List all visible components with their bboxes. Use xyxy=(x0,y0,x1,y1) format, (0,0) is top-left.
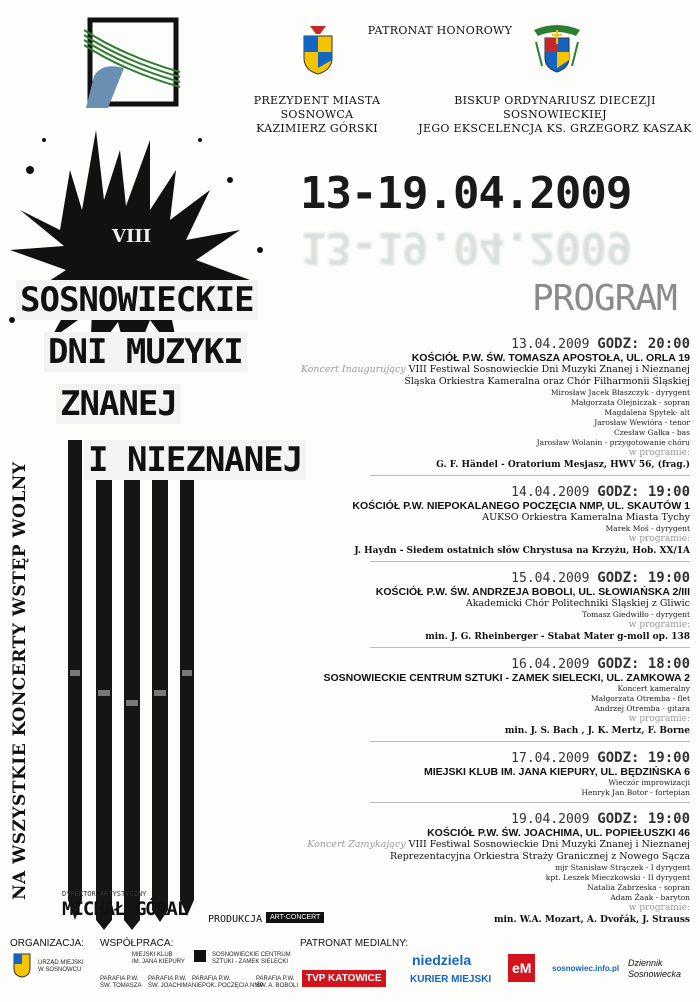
media-niedziela: niedziela xyxy=(412,952,472,968)
production-logo: ART-CONCERT xyxy=(266,912,324,923)
event-3 xyxy=(300,570,690,648)
divider xyxy=(370,561,690,562)
mayor-title: PREZYDENT MIASTA SOSNOWCA xyxy=(253,94,381,121)
sosnowiec-coat-of-arms-icon xyxy=(298,22,338,76)
event-performer: Jarosław Wolanin - przygotowanie chóru xyxy=(536,438,690,447)
bishop-title: BISKUP ORDYNARIUSZ DIECEZJI SOSNOWIECKIEJ xyxy=(454,94,656,121)
event-program: min. J. S. Bach , J. K. Mertz, F. Borne xyxy=(504,726,690,736)
bishop-patron xyxy=(418,94,692,136)
event-description: Koncert Inaugurujący VIII Festiwal Sosnowieckie Dni Muzyki Znanej i Nieznanej xyxy=(300,364,690,375)
city-coat-of-arms-icon xyxy=(12,952,32,983)
event-performer: Tomasz Giedwiłło - dyrygent xyxy=(582,610,690,619)
event-datetime: 13.04.2009 GODZ: 20:00 xyxy=(511,336,690,352)
event-performer: Jarosław Wewióra - tenor xyxy=(594,418,690,427)
event-2 xyxy=(300,484,690,562)
divider xyxy=(370,475,690,476)
event-program-label: w programie: xyxy=(628,534,690,544)
media-dziennik: Dziennik Sosnowiecka xyxy=(628,958,682,979)
media-tvp: TVP KATOWICE xyxy=(302,970,386,987)
event-datetime: 17.04.2009 GODZ: 19:00 xyxy=(511,750,690,766)
event-program-label: w programie: xyxy=(628,903,690,913)
parish-joachima: PARAFIA P.W. ŚW. JOACHIMA xyxy=(148,976,192,989)
event-venue: KOŚCIÓŁ P.W. NIEPOKALANEGO POCZĘCIA NMP, UL. SKAUTÓW 1 xyxy=(352,500,690,512)
mayor-name: KAZIMIERZ GÓRSKI xyxy=(256,122,378,135)
ink-splash-graphic xyxy=(0,110,310,930)
event-program: G. F. Händel - Oratorium Mesjasz, HWV 56, (frag.) xyxy=(436,460,690,470)
cooperation-label: WSPÓŁPRACA: xyxy=(100,938,174,949)
event-program: min. J. G. Rheinberger - Stabat Mater g-moll op. 138 xyxy=(425,632,690,642)
event-performer: Magdalena Spytek- alt xyxy=(604,408,690,417)
director-name: MICHAŁ GÓRAL xyxy=(62,898,188,920)
event-program-label: w programie: xyxy=(628,620,690,630)
event-datetime: 16.04.2009 GODZ: 18:00 xyxy=(511,656,690,672)
divider xyxy=(370,802,690,803)
production-label: PRODUKCJA xyxy=(208,914,263,925)
event-performer: kpt. Leszek Mieczkowski - II dyrygent xyxy=(545,873,690,882)
event-program-label: w programie: xyxy=(628,448,690,458)
event-program: min. W.A. Mozart, A. Dvořák, J. Strauss xyxy=(493,915,690,925)
event-performer: Adam Żaak - baryton xyxy=(610,893,690,902)
free-entry-notice: NA WSZYSTKIE KONCERTY WSTĘP WOLNY xyxy=(10,461,30,900)
footer xyxy=(0,934,700,1002)
event-description: Koncert Zamykający VIII Festiwal Sosnowieckie Dni Muzyki Znanej i Nieznanej xyxy=(307,839,690,850)
bishop-name: JEGO EKSCELENCJA KS. GRZEGORZ KASZAK xyxy=(418,122,692,135)
organization-label: ORGANIZACJA: xyxy=(10,938,84,949)
media-em: eM xyxy=(508,954,535,982)
event-4 xyxy=(300,656,690,742)
event-venue: KOŚCIÓŁ P.W. ŚW. TOMASZA APOSTOŁA, UL. ORLA 19 xyxy=(411,352,690,364)
event-performer: Małgorzata Otremba - flet xyxy=(590,694,690,703)
media-sosnowiec-info: sosnowiec.info.pl xyxy=(552,964,620,973)
festival-title-line-4: I NIEZNANEJ xyxy=(84,440,306,480)
director-label: DYREKTOR ARTYSTYCZNY xyxy=(62,890,147,898)
event-performer: Andrzej Otremba - gitara xyxy=(594,704,690,713)
festival-title-line-3: ZNANEJ xyxy=(56,384,181,424)
event-performer: Koncert kameralny xyxy=(617,684,690,693)
patronage-heading: PATRONAT HONOROWY xyxy=(367,24,513,37)
festival-dates: 13-19.04.2009 xyxy=(300,168,632,219)
media-label: PATRONAT MEDIALNY: xyxy=(300,938,409,949)
partner-kiepura: MIEJSKI KLUB IM. JANA KIEPURY xyxy=(132,952,185,965)
event-venue: MIEJSKI KLUB IM. JANA KIEPURY, UL. BĘDZIŃSKA 6 xyxy=(423,766,690,778)
parish-boboli: PARAFIA P.W. ŚW. A. BOBOLI xyxy=(256,976,299,989)
program-heading: PROGRAM xyxy=(532,278,677,319)
event-venue: SOSNOWIECKIE CENTRUM SZTUKI - ZAMEK SIELECKI, UL. ZAMKOWA 2 xyxy=(323,672,690,684)
partner-castle: SOSNOWIECKIE CENTRUM SZTUKI - ZAMEK SIELECKI xyxy=(212,952,291,965)
parish-tomasza: PARAFIA P.W. ŚW. TOMASZA xyxy=(100,976,142,989)
event-6 xyxy=(300,811,690,926)
festival-edition: VIII xyxy=(112,226,152,247)
event-performer: Mirosław Jacek Błaszczyk - dyrygent xyxy=(550,388,690,397)
festival-title-line-1: SOSNOWIECKIE xyxy=(16,280,258,320)
event-1 xyxy=(300,336,690,476)
festival-logo xyxy=(84,16,182,108)
event-performer: Natalia Zabrzeska - sopran xyxy=(587,883,690,892)
event-performer: Małgorzata Olejniczak - sopran xyxy=(571,398,690,407)
event-performer: Wieczór improwizacji xyxy=(608,778,690,787)
director-block xyxy=(62,890,187,920)
festival-dates-reflection: 13-19.04.2009 xyxy=(300,222,632,273)
event-datetime: 14.04.2009 GODZ: 19:00 xyxy=(511,484,690,500)
media-kurier: KURIER MIEJSKI xyxy=(410,974,492,985)
event-performer: mjr Stanisław Strączek - I dyrygent xyxy=(555,863,690,872)
event-ensemble: Reprezentacyjna Orkiestra Straży Granicznej z Nowego Sącza xyxy=(389,851,690,862)
event-program: J. Haydn - Siedem ostatnich słów Chrystusa na Krzyżu, Hob. XX/1A xyxy=(354,546,690,556)
divider xyxy=(370,741,690,742)
events-list xyxy=(300,336,690,934)
event-program-label: w programie: xyxy=(628,714,690,724)
event-ensemble: Śląska Orkiestra Kameralna oraz Chór Filharmonii Śląskiej xyxy=(404,376,690,387)
festival-title-line-2: DNI MUZYKI xyxy=(44,332,247,372)
event-datetime: 15.04.2009 GODZ: 19:00 xyxy=(511,570,690,586)
parish-nmp: PARAFIA P.W. NIEPOK. POCZĘCIA NMP xyxy=(192,976,264,989)
castle-icon xyxy=(194,950,206,962)
event-performer: Marek Moś - dyrygent xyxy=(605,524,690,533)
event-datetime: 19.04.2009 GODZ: 19:00 xyxy=(511,811,690,827)
event-performer: Czesław Gałka - bas xyxy=(613,428,690,437)
event-venue: KOŚCIÓŁ P.W. ŚW. ANDRZEJA BOBOLI, UL. SŁOWIAŃSKA 2/III xyxy=(375,586,690,598)
organizer-name: URZĄD MIEJSKI W SOSNOWCU xyxy=(38,960,84,973)
event-venue: KOŚCIÓŁ P.W. ŚW. JOACHIMA, UL. POPIEŁUSZKI 46 xyxy=(427,827,690,839)
event-performer: Henryk Jan Botor - fortepian xyxy=(581,788,690,797)
event-ensemble: AUKSO Orkiestra Kameralna Miasta Tychy xyxy=(482,512,690,523)
divider xyxy=(370,647,690,648)
event-5 xyxy=(300,750,690,803)
bishop-coat-of-arms-icon xyxy=(530,22,584,76)
event-ensemble: Akademicki Chór Politechniki Śląskiej z Gliwic xyxy=(465,598,690,609)
